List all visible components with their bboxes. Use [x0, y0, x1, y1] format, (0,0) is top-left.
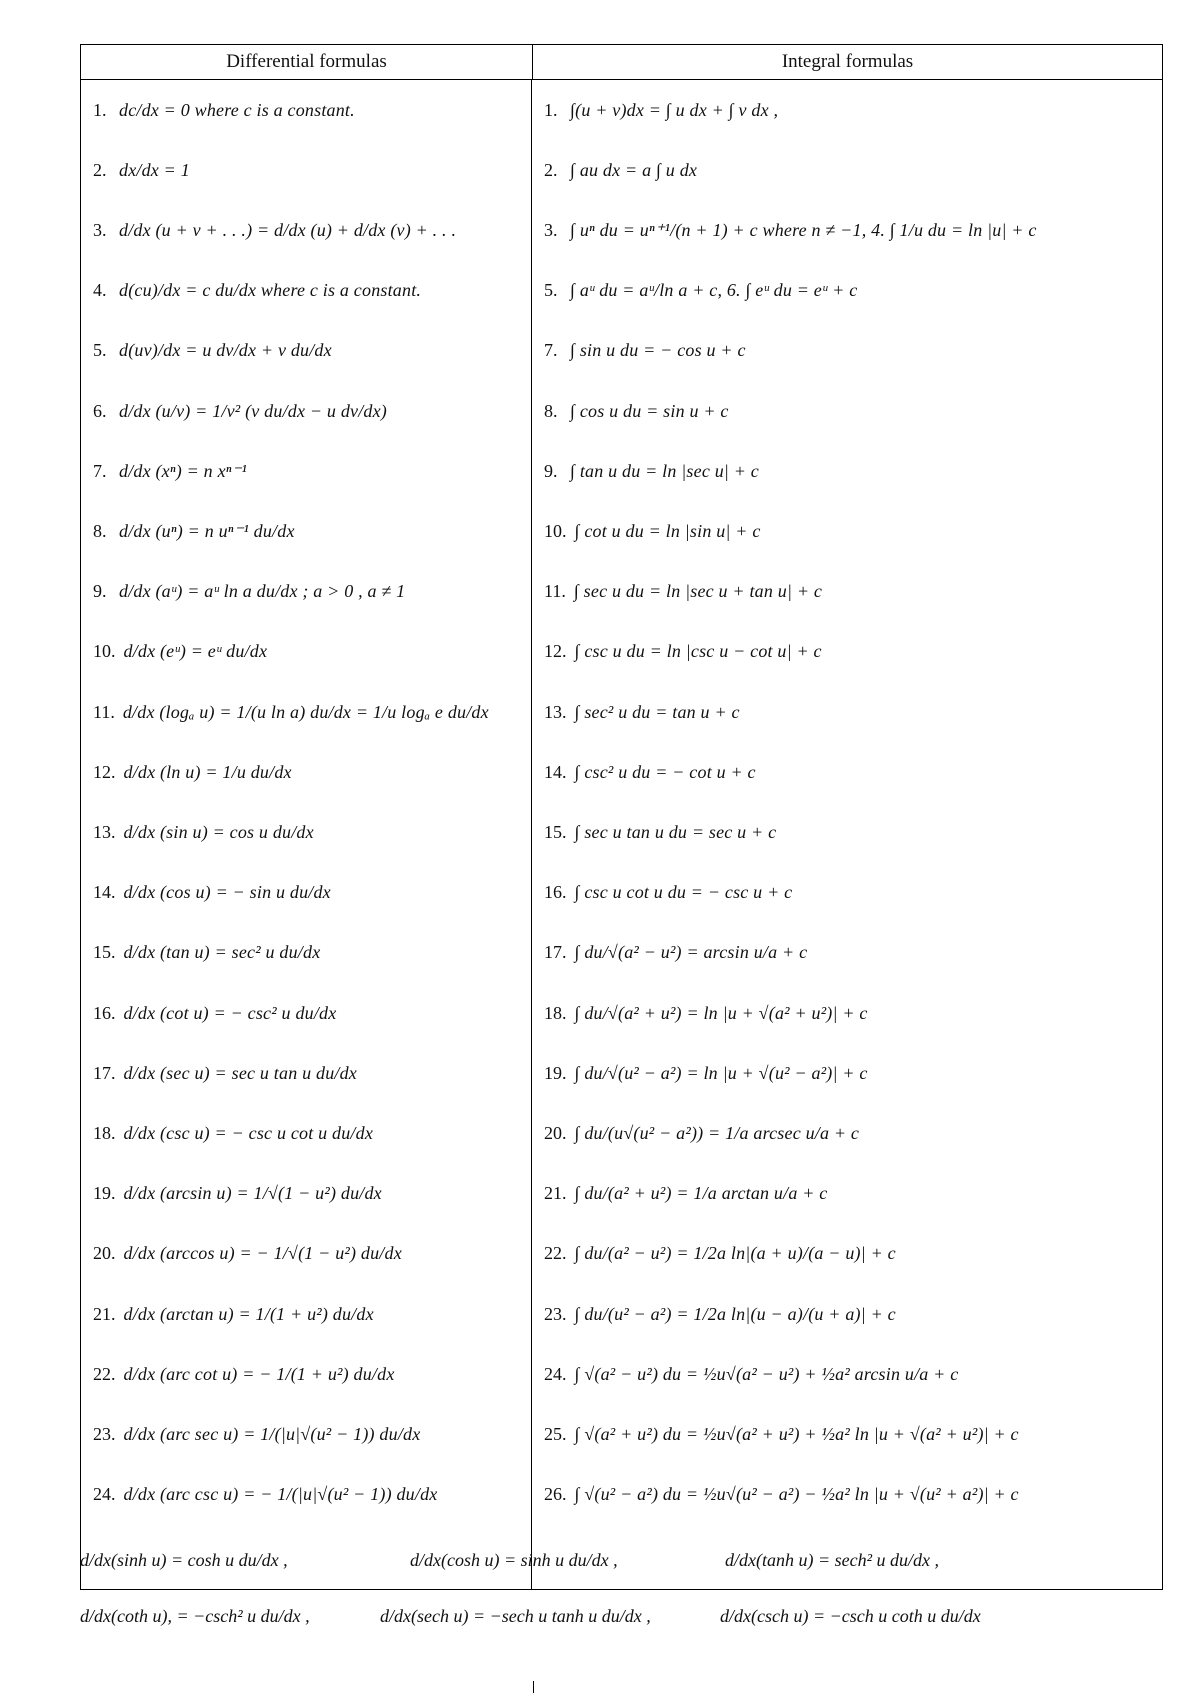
formula-expression: d/dx (arc csc u) = − 1/(|u|√(u² − 1)) du/dx: [123, 1484, 438, 1505]
formula-number: 20.: [93, 1243, 116, 1264]
integral-column: [532, 80, 1162, 1589]
differential-formula-row: [93, 140, 527, 200]
integral-formula-row: [544, 1164, 1158, 1224]
formula-number: 19.: [544, 1062, 567, 1083]
differential-formula-row: [93, 742, 527, 802]
integral-formula-row: [544, 200, 1158, 260]
formula-expression: d/dx (arc cot u) = − 1/(1 + u²) du/dx: [123, 1363, 395, 1384]
integral-formula-row: [544, 140, 1158, 200]
differential-formula-row: [93, 1284, 527, 1344]
differential-formula-row: [93, 983, 527, 1043]
formula-number: 26.: [544, 1484, 567, 1505]
formula-expression: ∫ tan u du = ln |sec u| + c: [570, 460, 759, 481]
formula-expression: ∫ au dx = a ∫ u dx: [570, 159, 698, 180]
formula-expression: ∫ du/√(a² − u²) = arcsin u/a + c: [574, 942, 808, 963]
differential-formula-row: [93, 1344, 527, 1404]
formula-expression: ∫ du/√(a² + u²) = ln |u + √(a² + u²)| + c: [574, 1002, 868, 1023]
formula-number: 5.: [544, 280, 558, 301]
formula-number: 22.: [544, 1243, 567, 1264]
formula-expression: ∫ sec² u du = tan u + c: [574, 701, 740, 722]
integral-header: Integral formulas: [781, 51, 914, 72]
formula-number: 13.: [544, 701, 567, 722]
formula-expression: ∫ du/(u√(u² − a²)) = 1/a arcsec u/a + c: [574, 1122, 860, 1143]
formula-expression: ∫ √(a² + u²) du = ½u√(a² + u²) + ½a² ln |u + √(a² + u²)| + c: [574, 1423, 1019, 1444]
formula-number: 18.: [544, 1002, 567, 1023]
differential-formula-row: [93, 80, 527, 140]
formula-expression: ∫ uⁿ du = uⁿ⁺¹/(n + 1) + c where n ≠ −1, 4. ∫ 1/u du = ln |u| + c: [570, 219, 1037, 240]
differential-formula-row: [93, 802, 527, 862]
integral-formula-row: [544, 742, 1158, 802]
integral-formula-row: [544, 802, 1158, 862]
formula-expression: ∫ du/(u² − a²) = 1/2a ln|(u − a)/(u + a)| + c: [574, 1303, 896, 1324]
integral-formula-row: [544, 682, 1158, 742]
formula-expression: d(cu)/dx = c du/dx where c is a constant.: [119, 280, 422, 301]
formula-expression: d/dx (arccos u) = − 1/√(1 − u²) du/dx: [123, 1243, 402, 1264]
formula-number: 24.: [93, 1484, 116, 1505]
formula-number: 8.: [544, 400, 558, 421]
hyperbolic-formulas: [80, 1540, 1163, 1660]
differential-formula-row: [93, 1103, 527, 1163]
formula-expression: ∫ csc u du = ln |csc u − cot u| + c: [574, 641, 822, 662]
formula-number: 14.: [93, 882, 116, 903]
formula-expression: ∫ aᵘ du = aᵘ/ln a + c, 6. ∫ eᵘ du = eᵘ + c: [570, 280, 858, 301]
formula-number: 11.: [544, 581, 566, 602]
formula-expression: d/dx (eᵘ) = eᵘ du/dx: [123, 641, 268, 662]
formula-number: 20.: [544, 1122, 567, 1143]
formula-expression: d/dx (aᵘ) = aᵘ ln a du/dx ; a > 0 , a ≠ 1: [119, 581, 406, 602]
formula-number: 4.: [93, 280, 107, 301]
formula-expression: ∫ csc² u du = − cot u + c: [574, 761, 756, 782]
formula-expression: d/dx (uⁿ) = n uⁿ⁻¹ du/dx: [119, 520, 295, 541]
formula-number: 21.: [93, 1303, 116, 1324]
formula-expression: d/dx (u/v) = 1/v² (v du/dx − u dv/dx): [119, 400, 387, 421]
formula-number: 16.: [544, 882, 567, 903]
formula-expression: d/dx (arc sec u) = 1/(|u|√(u² − 1)) du/dx: [123, 1423, 421, 1444]
formula-number: 6.: [93, 400, 107, 421]
formula-number: 3.: [544, 219, 558, 240]
integral-formula-row: [544, 983, 1158, 1043]
formula-expression: ∫ √(u² − a²) du = ½u√(u² − a²) − ½a² ln |u + √(u² + a²)| + c: [574, 1484, 1019, 1505]
formula-number: 8.: [93, 520, 107, 541]
differential-formula-row: [93, 562, 527, 622]
formula-number: 16.: [93, 1002, 116, 1023]
formula-number: 9.: [544, 460, 558, 481]
formula-expression: dx/dx = 1: [119, 159, 190, 180]
formula-expression: ∫ sec u tan u du = sec u + c: [574, 821, 777, 842]
table-header: [81, 45, 1162, 80]
formula-expression: d/dx (csc u) = − csc u cot u du/dx: [123, 1122, 374, 1143]
formula-expression: d/dx (arctan u) = 1/(1 + u²) du/dx: [123, 1303, 374, 1324]
differential-formula-row: [93, 1224, 527, 1284]
formula-table: [80, 44, 1163, 1590]
formula-expression: ∫(u + v)dx = ∫ u dx + ∫ v dx ,: [570, 99, 779, 120]
integral-formula-row: [544, 441, 1158, 501]
formula-expression: ∫ sec u du = ln |sec u + tan u| + c: [573, 581, 823, 602]
hyperbolic-formula: d/dx(tanh u) = sech² u du/dx ,: [725, 1550, 939, 1570]
integral-formula-row: [544, 381, 1158, 441]
formula-expression: d/dx (ln u) = 1/u du/dx: [123, 761, 292, 782]
hyperbolic-formula: d/dx(sech u) = −sech u tanh u du/dx ,: [380, 1606, 651, 1626]
page-mark: [533, 1681, 534, 1693]
formula-expression: d/dx (xⁿ) = n xⁿ⁻¹: [119, 460, 247, 481]
differential-formula-row: [93, 321, 527, 381]
formula-number: 23.: [544, 1303, 567, 1324]
differential-column: [81, 80, 532, 1589]
formula-number: 24.: [544, 1363, 567, 1384]
formula-number: 15.: [544, 821, 567, 842]
formula-expression: d/dx (logₐ u) = 1/(u ln a) du/dx = 1/u logₐ e du/dx: [122, 701, 489, 722]
hyperbolic-formula: d/dx(coth u), = −csch² u du/dx ,: [80, 1606, 310, 1626]
formula-number: 25.: [544, 1423, 567, 1444]
integral-formula-row: [544, 1284, 1158, 1344]
formula-expression: d/dx (sec u) = sec u tan u du/dx: [123, 1062, 357, 1083]
formula-number: 5.: [93, 340, 107, 361]
formula-number: 1.: [544, 99, 558, 120]
differential-formula-row: [93, 1404, 527, 1464]
formula-number: 2.: [93, 159, 107, 180]
differential-formula-row: [93, 923, 527, 983]
formula-number: 21.: [544, 1183, 567, 1204]
differential-formula-row: [93, 381, 527, 441]
differential-formula-row: [93, 501, 527, 561]
formula-expression: d(uv)/dx = u dv/dx + v du/dx: [119, 340, 332, 361]
formula-number: 22.: [93, 1363, 116, 1384]
differential-formula-row: [93, 1465, 527, 1525]
formula-number: 9.: [93, 581, 107, 602]
formula-number: 13.: [93, 821, 116, 842]
formula-expression: ∫ du/√(u² − a²) = ln |u + √(u² − a²)| + c: [574, 1062, 868, 1083]
formula-expression: ∫ cot u du = ln |sin u| + c: [574, 520, 761, 541]
integral-formula-row: [544, 562, 1158, 622]
formula-expression: ∫ sin u du = − cos u + c: [570, 340, 746, 361]
formula-expression: d/dx (cot u) = − csc² u du/dx: [123, 1002, 337, 1023]
formula-number: 3.: [93, 219, 107, 240]
integral-formula-row: [544, 1103, 1158, 1163]
formula-number: 10.: [93, 641, 116, 662]
integral-formula-row: [544, 1404, 1158, 1464]
hyperbolic-formula: d/dx(sinh u) = cosh u du/dx ,: [80, 1550, 288, 1570]
formula-expression: ∫ √(a² − u²) du = ½u√(a² − u²) + ½a² arcsin u/a + c: [574, 1363, 959, 1384]
formula-number: 7.: [544, 340, 558, 361]
integral-formula-row: [544, 321, 1158, 381]
differential-header: Differential formulas: [81, 45, 533, 79]
formula-expression: d/dx (u + v + . . .) = d/dx (u) + d/dx (v) + . . .: [119, 219, 457, 240]
formula-number: 17.: [93, 1062, 116, 1083]
differential-formula-row: [93, 682, 527, 742]
formula-number: 18.: [93, 1122, 116, 1143]
formula-number: 7.: [93, 460, 107, 481]
formula-expression: d/dx (tan u) = sec² u du/dx: [123, 942, 321, 963]
integral-formula-row: [544, 923, 1158, 983]
integral-formula-row: [544, 80, 1158, 140]
formula-number: 1.: [93, 99, 107, 120]
formula-expression: dc/dx = 0 where c is a constant.: [119, 99, 355, 120]
formula-number: 19.: [93, 1183, 116, 1204]
formula-expression: d/dx (sin u) = cos u du/dx: [123, 821, 314, 842]
formula-number: 2.: [544, 159, 558, 180]
formula-expression: d/dx (arcsin u) = 1/√(1 − u²) du/dx: [123, 1183, 382, 1204]
formula-number: 17.: [544, 942, 567, 963]
differential-formula-row: [93, 261, 527, 321]
formula-number: 10.: [544, 520, 567, 541]
differential-formula-row: [93, 863, 527, 923]
formula-expression: ∫ csc u cot u du = − csc u + c: [574, 882, 793, 903]
formula-expression: d/dx (cos u) = − sin u du/dx: [123, 882, 331, 903]
formula-expression: ∫ du/(a² − u²) = 1/2a ln|(a + u)/(a − u)| + c: [574, 1243, 896, 1264]
differential-formula-row: [93, 1164, 527, 1224]
differential-formula-row: [93, 200, 527, 260]
formula-number: 15.: [93, 942, 116, 963]
integral-formula-row: [544, 501, 1158, 561]
formula-number: 12.: [544, 641, 567, 662]
differential-formula-row: [93, 1043, 527, 1103]
integral-formula-row: [544, 863, 1158, 923]
formula-number: 23.: [93, 1423, 116, 1444]
formula-expression: ∫ cos u du = sin u + c: [570, 400, 729, 421]
integral-formula-row: [544, 1043, 1158, 1103]
hyperbolic-formula: d/dx(csch u) = −csch u coth u du/dx: [720, 1606, 981, 1626]
formula-number: 12.: [93, 761, 116, 782]
integral-formula-row: [544, 622, 1158, 682]
integral-formula-row: [544, 1465, 1158, 1525]
formula-number: 14.: [544, 761, 567, 782]
differential-formula-row: [93, 622, 527, 682]
formula-expression: ∫ du/(a² + u²) = 1/a arctan u/a + c: [574, 1183, 828, 1204]
differential-formula-row: [93, 441, 527, 501]
formula-number: 11.: [93, 701, 115, 722]
integral-formula-row: [544, 261, 1158, 321]
integral-formula-row: [544, 1344, 1158, 1404]
hyperbolic-formula: d/dx(cosh u) = sinh u du/dx ,: [410, 1550, 618, 1570]
integral-formula-row: [544, 1224, 1158, 1284]
